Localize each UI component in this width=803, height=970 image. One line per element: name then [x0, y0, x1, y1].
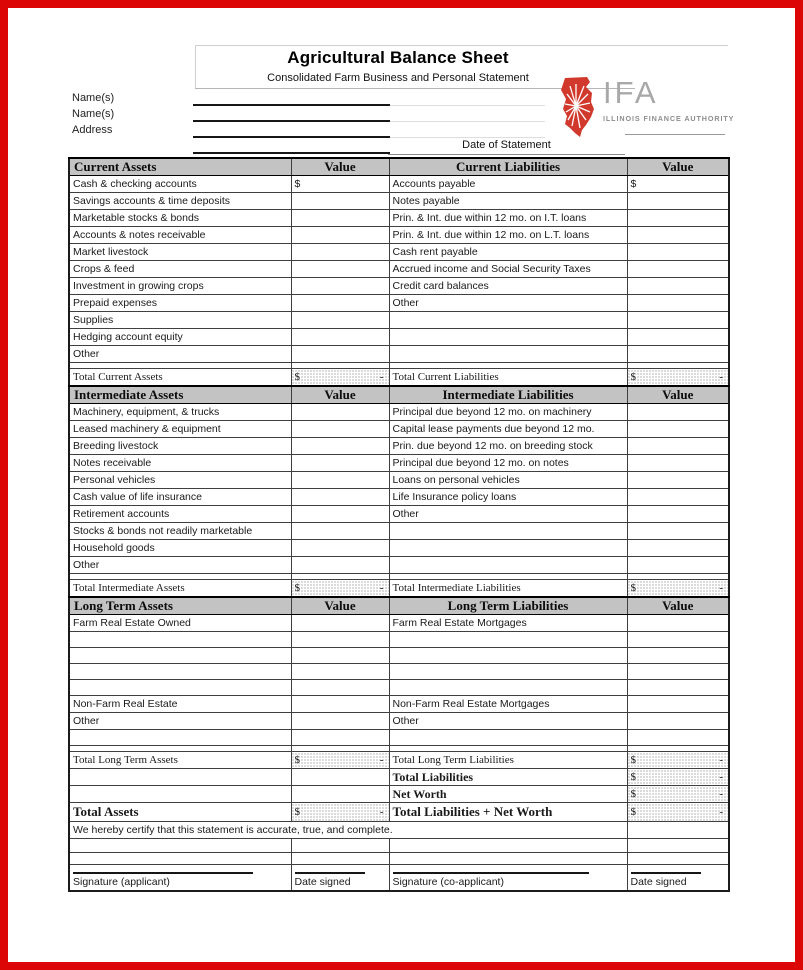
longterm-assets-value-header: Value: [291, 597, 389, 615]
table-row: [69, 664, 729, 680]
asset-value-cell[interactable]: [291, 730, 389, 746]
footer-empty-row: [69, 839, 729, 853]
liability-value-cell[interactable]: [627, 696, 729, 713]
total-liabilities-label: Total Current Liabilities: [389, 369, 627, 387]
table-row: [69, 346, 729, 363]
table-row: [69, 295, 729, 312]
liability-label-cell: Prin. due beyond 12 mo. on breeding stock: [389, 438, 627, 455]
liability-value-cell[interactable]: [627, 664, 729, 680]
asset-label-cell: Crops & feed: [69, 261, 291, 278]
date-of-statement-label: Date of Statement: [388, 139, 625, 155]
asset-value-cell[interactable]: [291, 557, 389, 574]
liability-label-cell: Cash rent payable: [389, 244, 627, 261]
empty-cell: [627, 822, 729, 839]
coapplicant-signature-label: Signature (co-applicant): [392, 875, 504, 888]
liability-label-cell: [389, 730, 627, 746]
table-row: [69, 648, 729, 664]
asset-value-cell[interactable]: [291, 438, 389, 455]
table-row: [69, 193, 729, 210]
asset-label-cell: Investment in growing crops: [69, 278, 291, 295]
asset-label-cell: Personal vehicles: [69, 472, 291, 489]
longterm-assets-title: Long Term Assets: [69, 597, 291, 615]
asset-label-cell: Notes receivable: [69, 455, 291, 472]
asset-value-cell[interactable]: $: [291, 176, 389, 193]
asset-label-cell: [69, 680, 291, 696]
asset-value-cell[interactable]: [291, 278, 389, 295]
table-row: [69, 557, 729, 574]
liability-value-cell[interactable]: [627, 523, 729, 540]
intermediate-liabilities-title: Intermediate Liabilities: [389, 386, 627, 404]
liability-label-cell: Other: [389, 713, 627, 730]
asset-label-cell: Savings accounts & time deposits: [69, 193, 291, 210]
empty-cell: [291, 769, 389, 786]
liability-label-cell: [389, 523, 627, 540]
liability-value-cell[interactable]: [627, 421, 729, 438]
balance-sheet-table: [68, 157, 730, 892]
liability-label-cell: Farm Real Estate Mortgages: [389, 615, 627, 632]
total-liabilities-value-field: $ -: [627, 752, 729, 769]
summary-value-field: $ -: [627, 786, 729, 803]
footer-empty-row: [69, 853, 729, 865]
asset-value-cell[interactable]: [291, 261, 389, 278]
signature-row: [69, 865, 729, 891]
liability-label-cell: [389, 557, 627, 574]
liability-label-cell: [389, 664, 627, 680]
summary-value-field: $ -: [627, 769, 729, 786]
table-row: [69, 615, 729, 632]
asset-value-cell[interactable]: [291, 227, 389, 244]
liability-value-cell[interactable]: [627, 346, 729, 363]
applicant-signature-label: Signature (applicant): [73, 875, 170, 888]
liability-label-cell: [389, 540, 627, 557]
liability-label-cell: Accounts payable: [389, 176, 627, 193]
table-row: [69, 696, 729, 713]
liability-value-cell[interactable]: [627, 730, 729, 746]
liability-value-cell[interactable]: [627, 557, 729, 574]
liability-label-cell: [389, 680, 627, 696]
asset-value-cell[interactable]: [291, 680, 389, 696]
empty-cell: [291, 786, 389, 803]
liability-label-cell: Credit card balances: [389, 278, 627, 295]
section-header-intermediate: [69, 386, 729, 404]
total-liabilities-label: Total Long Term Liabilities: [389, 752, 627, 769]
asset-value-cell[interactable]: [291, 713, 389, 730]
asset-label-cell: Marketable stocks & bonds: [69, 210, 291, 227]
ifa-org-name: ILLINOIS FINANCE AUTHORITY: [603, 114, 735, 123]
table-row: [69, 489, 729, 506]
asset-label-cell: Farm Real Estate Owned: [69, 615, 291, 632]
asset-label-cell: Supplies: [69, 312, 291, 329]
liability-label-cell: [389, 632, 627, 648]
table-row: [69, 632, 729, 648]
asset-value-cell[interactable]: [291, 615, 389, 632]
summary-row: [69, 786, 729, 803]
table-row: [69, 523, 729, 540]
intermediate-assets-value-header: Value: [291, 386, 389, 404]
coapplicant-date-label: Date signed: [630, 875, 687, 888]
total-assets-value-field: $ -: [291, 752, 389, 769]
liability-label-cell: Non-Farm Real Estate Mortgages: [389, 696, 627, 713]
table-row: [69, 506, 729, 523]
total-liabilities-label: Total Intermediate Liabilities: [389, 580, 627, 598]
summary-row: [69, 769, 729, 786]
liability-label-cell: Other: [389, 506, 627, 523]
asset-label-cell: Leased machinery & equipment: [69, 421, 291, 438]
liability-value-cell[interactable]: [627, 193, 729, 210]
total-assets-value-field: $ -: [291, 580, 389, 598]
asset-label-cell: Prepaid expenses: [69, 295, 291, 312]
liability-label-cell: Loans on personal vehicles: [389, 472, 627, 489]
intermediate-assets-title: Intermediate Assets: [69, 386, 291, 404]
liability-value-cell[interactable]: [627, 438, 729, 455]
ifa-acronym: IFA: [603, 75, 659, 110]
gridline: [390, 91, 545, 106]
empty-cell: [627, 839, 729, 853]
asset-value-cell[interactable]: [291, 523, 389, 540]
gridline: [390, 107, 545, 122]
applicant-signature-line[interactable]: [73, 866, 253, 874]
liability-value-cell[interactable]: [627, 278, 729, 295]
liability-value-cell[interactable]: [627, 472, 729, 489]
table-row: [69, 312, 729, 329]
gridline: [390, 123, 545, 138]
asset-label-cell: Market livestock: [69, 244, 291, 261]
asset-value-cell[interactable]: [291, 210, 389, 227]
liability-value-cell[interactable]: [627, 455, 729, 472]
empty-cell: [389, 853, 627, 865]
grand-total-assets-value-field: $ -: [291, 803, 389, 822]
applicant-date-line[interactable]: [295, 866, 365, 874]
empty-cell: [69, 839, 291, 853]
name-label-2: Name(s): [72, 108, 115, 120]
current-assets-value-header: Value: [291, 158, 389, 176]
page-subtitle: Consolidated Farm Business and Personal Statement: [267, 72, 529, 84]
table-row: [69, 472, 729, 489]
table-row: [69, 455, 729, 472]
liability-value-cell[interactable]: [627, 227, 729, 244]
asset-value-cell[interactable]: [291, 295, 389, 312]
table-row: [69, 261, 729, 278]
table-row: [69, 244, 729, 261]
asset-label-cell: Other: [69, 557, 291, 574]
liability-label-cell: [389, 346, 627, 363]
liability-value-cell[interactable]: [627, 329, 729, 346]
liability-label-cell: [389, 312, 627, 329]
liability-label-cell: Other: [389, 295, 627, 312]
form-content: [68, 45, 735, 892]
asset-value-cell[interactable]: [291, 455, 389, 472]
table-row: [69, 227, 729, 244]
address-input-2[interactable]: [193, 139, 390, 154]
grand-total-row: [69, 803, 729, 822]
liability-label-cell: Prin. & Int. due within 12 mo. on I.T. loans: [389, 210, 627, 227]
asset-value-cell[interactable]: [291, 244, 389, 261]
certify-text: We hereby certify that this statement is accurate, true, and complete.: [69, 822, 627, 839]
liability-value-cell[interactable]: [627, 312, 729, 329]
asset-value-cell[interactable]: [291, 540, 389, 557]
table-row: [69, 438, 729, 455]
total-row: [69, 580, 729, 598]
asset-label-cell: Cash value of life insurance: [69, 489, 291, 506]
liability-label-cell: Prin. & Int. due within 12 mo. on L.T. loans: [389, 227, 627, 244]
table-row: [69, 713, 729, 730]
total-assets-value-field: $ -: [291, 369, 389, 387]
name-row-1: [68, 91, 548, 107]
liability-value-cell[interactable]: [627, 632, 729, 648]
section-header-current: [69, 158, 729, 176]
table-row: [69, 404, 729, 421]
asset-value-cell[interactable]: [291, 421, 389, 438]
current-liabilities-value-header: Value: [627, 158, 729, 176]
table-row: [69, 329, 729, 346]
liability-value-cell[interactable]: $: [627, 176, 729, 193]
asset-label-cell: Non-Farm Real Estate: [69, 696, 291, 713]
asset-label-cell: Retirement accounts: [69, 506, 291, 523]
liability-label-cell: Accrued income and Social Security Taxes: [389, 261, 627, 278]
asset-value-cell[interactable]: [291, 664, 389, 680]
empty-cell: [69, 786, 291, 803]
liability-value-cell[interactable]: [627, 713, 729, 730]
summary-label: Total Liabilities: [389, 769, 627, 786]
liability-label-cell: [389, 329, 627, 346]
asset-value-cell[interactable]: [291, 329, 389, 346]
name-input-2[interactable]: [193, 107, 390, 122]
liability-value-cell[interactable]: [627, 506, 729, 523]
certify-row: [69, 822, 729, 839]
asset-label-cell: Other: [69, 713, 291, 730]
current-liabilities-title: Current Liabilities: [389, 158, 627, 176]
current-section-rows: [69, 176, 729, 387]
asset-value-cell[interactable]: [291, 404, 389, 421]
total-row: [69, 369, 729, 387]
longterm-liabilities-value-header: Value: [627, 597, 729, 615]
ifa-logo: [557, 75, 735, 140]
asset-label-cell: Household goods: [69, 540, 291, 557]
total-liabilities-value-field: $ -: [627, 369, 729, 387]
form-header: [68, 45, 735, 157]
empty-cell: [69, 853, 291, 865]
asset-label-cell: Cash & checking accounts: [69, 176, 291, 193]
intermediate-section-rows: [69, 404, 729, 598]
asset-value-cell[interactable]: [291, 632, 389, 648]
coapplicant-signature-cell: [389, 865, 627, 891]
liability-label-cell: Principal due beyond 12 mo. on machinery: [389, 404, 627, 421]
liability-value-cell[interactable]: [627, 489, 729, 506]
coapplicant-date-line[interactable]: [631, 866, 701, 874]
asset-value-cell[interactable]: [291, 312, 389, 329]
table-row: [69, 421, 729, 438]
empty-cell: [291, 853, 389, 865]
asset-value-cell[interactable]: [291, 346, 389, 363]
liability-value-cell[interactable]: [627, 540, 729, 557]
liability-value-cell[interactable]: [627, 404, 729, 421]
liability-value-cell[interactable]: [627, 295, 729, 312]
liability-label-cell: Notes payable: [389, 193, 627, 210]
total-liabilities-value-field: $ -: [627, 580, 729, 598]
liability-label-cell: Principal due beyond 12 mo. on notes: [389, 455, 627, 472]
empty-cell: [69, 769, 291, 786]
asset-value-cell[interactable]: [291, 472, 389, 489]
table-row: [69, 278, 729, 295]
total-assets-label: Total Current Assets: [69, 369, 291, 387]
asset-value-cell[interactable]: [291, 489, 389, 506]
longterm-liabilities-title: Long Term Liabilities: [389, 597, 627, 615]
liability-label-cell: Capital lease payments due beyond 12 mo.: [389, 421, 627, 438]
asset-label-cell: Accounts & notes receivable: [69, 227, 291, 244]
section-header-longterm: [69, 597, 729, 615]
grand-total-liabilities-label: Total Liabilities + Net Worth: [389, 803, 627, 822]
asset-label-cell: Hedging account equity: [69, 329, 291, 346]
address-label: Address: [72, 124, 113, 136]
asset-label-cell: [69, 664, 291, 680]
table-row: [69, 176, 729, 193]
asset-value-cell[interactable]: [291, 193, 389, 210]
asset-label-cell: [69, 730, 291, 746]
address-input-1[interactable]: [193, 123, 390, 138]
asset-value-cell[interactable]: [291, 506, 389, 523]
asset-label-cell: Other: [69, 346, 291, 363]
liability-value-cell[interactable]: [627, 244, 729, 261]
coapplicant-signature-line[interactable]: [393, 866, 589, 874]
summary-label: Net Worth: [389, 786, 627, 803]
empty-cell: [389, 839, 627, 853]
empty-cell: [291, 839, 389, 853]
liability-value-cell[interactable]: [627, 680, 729, 696]
name-label-1: Name(s): [72, 92, 115, 104]
applicant-signature-cell: [69, 865, 291, 891]
intermediate-liabilities-value-header: Value: [627, 386, 729, 404]
asset-label-cell: Breeding livestock: [69, 438, 291, 455]
address-row: [68, 123, 548, 139]
liability-value-cell[interactable]: [627, 261, 729, 278]
liability-value-cell[interactable]: [627, 210, 729, 227]
applicant-date-cell: [291, 865, 389, 891]
liability-label-cell: Life Insurance policy loans: [389, 489, 627, 506]
liability-label-cell: [389, 648, 627, 664]
empty-cell: [627, 853, 729, 865]
asset-value-cell[interactable]: [291, 696, 389, 713]
table-row: [69, 730, 729, 746]
longterm-section-rows: [69, 615, 729, 822]
asset-value-cell[interactable]: [291, 648, 389, 664]
liability-value-cell[interactable]: [627, 648, 729, 664]
table-row: [69, 210, 729, 227]
asset-label-cell: Machinery, equipment, & trucks: [69, 404, 291, 421]
name-input-1[interactable]: [193, 91, 390, 106]
asset-label-cell: Stocks & bonds not readily marketable: [69, 523, 291, 540]
total-assets-label: Total Intermediate Assets: [69, 580, 291, 598]
page-title: Agricultural Balance Sheet: [287, 48, 509, 67]
grand-total-liabilities-value-field: $ -: [627, 803, 729, 822]
name-row-2: [68, 107, 548, 123]
asset-label-cell: [69, 648, 291, 664]
total-row: [69, 752, 729, 769]
applicant-date-label: Date signed: [294, 875, 351, 888]
grand-total-assets-label: Total Assets: [69, 803, 291, 822]
table-row: [69, 540, 729, 557]
liability-value-cell[interactable]: [627, 615, 729, 632]
asset-label-cell: [69, 632, 291, 648]
coapplicant-date-cell: [627, 865, 729, 891]
total-assets-label: Total Long Term Assets: [69, 752, 291, 769]
table-row: [69, 680, 729, 696]
current-assets-title: Current Assets: [69, 158, 291, 176]
illinois-state-icon: [557, 76, 599, 138]
